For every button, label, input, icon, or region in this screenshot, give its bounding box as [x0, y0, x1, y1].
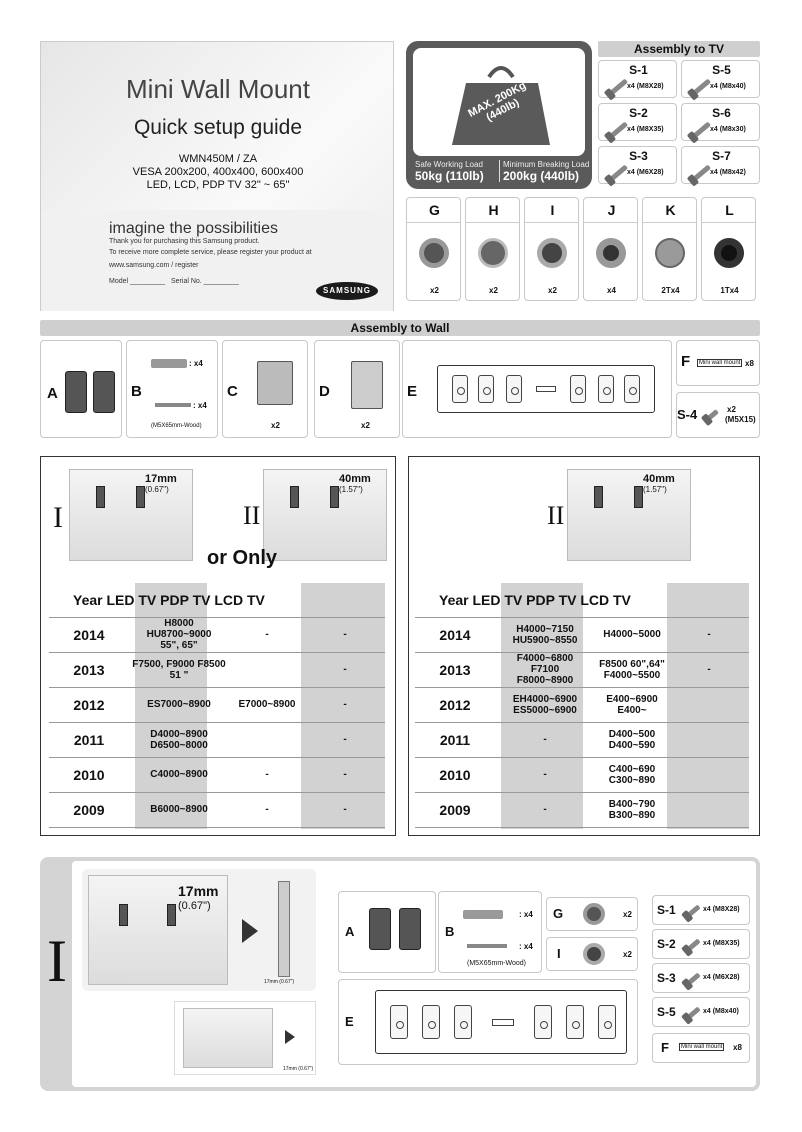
cell-pdp	[229, 722, 305, 757]
setup-e-label: E	[345, 1014, 354, 1029]
screw-id: S-3	[629, 149, 648, 163]
setup-i-spacer-label: I	[557, 946, 561, 961]
table-row	[415, 687, 749, 722]
part-f-card	[676, 340, 760, 386]
anchor-icon	[151, 359, 187, 368]
assembly-wall-header: Assembly to Wall	[40, 320, 760, 336]
screw-card-s-5	[681, 60, 760, 98]
cell-pdp: D400~500 D400~590	[595, 722, 669, 757]
setup-screw-id: S-3	[657, 971, 676, 985]
setup-f-card	[652, 1033, 750, 1063]
wood-screw-icon	[155, 403, 191, 407]
screw-id: S-2	[629, 106, 648, 120]
setup-g-label: G	[553, 906, 564, 921]
spacer-qty: x2	[548, 286, 557, 295]
table-header: Year LED TV PDP TV LCD TV	[49, 583, 385, 617]
spacer-card-j	[583, 197, 638, 301]
part-s4-size: (M5X15)	[725, 415, 756, 424]
part-f-sticker: Mini wall mount	[699, 360, 741, 366]
setup-screw-id: S-1	[657, 903, 676, 917]
setup-screw-qty: x4 (M6X28)	[703, 974, 740, 981]
spacer-qty: 2Tx4	[661, 286, 680, 295]
or-only: or Only	[207, 547, 278, 569]
depth-17mm: 17mm	[145, 473, 177, 485]
assembly-tv-header: Assembly to TV	[598, 41, 760, 57]
cell-led: -	[495, 792, 595, 827]
compat-right-panel	[408, 456, 760, 836]
screw-card-s-1	[598, 60, 677, 98]
setup-a-label: A	[345, 924, 355, 939]
setup-i-roman: I	[47, 928, 67, 994]
depth-40mm: 40mm	[339, 473, 371, 485]
setup-b-label: B	[445, 924, 455, 939]
type-i-label: I	[53, 501, 63, 534]
table-row	[49, 792, 385, 827]
part-s4-card	[676, 392, 760, 438]
part-a-bracket-left	[65, 371, 87, 413]
screw-card-s-2	[598, 103, 677, 141]
cell-pdp: H4000~5000	[595, 617, 669, 652]
part-e-label: E	[407, 383, 418, 400]
compat-table-right	[415, 583, 749, 828]
cell-pdp: B400~790 B300~890	[595, 792, 669, 827]
cell-pdp: E7000~8900	[229, 687, 305, 722]
spacer-card-h	[465, 197, 520, 301]
screw-id: S-5	[712, 63, 731, 77]
compat-left-panel	[40, 456, 396, 836]
safe-load-label: Safe Working Load	[415, 160, 483, 169]
setup-b-qty2: : x4	[519, 942, 533, 951]
screw-icon	[691, 79, 711, 97]
samsung-logo	[316, 282, 378, 300]
setup-b-card	[438, 891, 542, 973]
spacer-id: I	[550, 202, 555, 218]
part-c-card	[222, 340, 308, 438]
setup-screw-id: S-2	[657, 937, 676, 951]
setup-g-qty: x2	[623, 910, 632, 919]
spacer-qty: x2	[430, 286, 439, 295]
part-d-bracket	[351, 361, 383, 409]
screw-qty: x4 (M8x30)	[710, 126, 746, 133]
cell-pdp: -	[229, 617, 305, 652]
part-f-qty: x8	[745, 359, 754, 368]
cell-pdp: F8500 60",64" F4000~5500	[595, 652, 669, 687]
setup-i-detail	[174, 1001, 316, 1075]
setup-screw-card-s-5	[652, 997, 750, 1027]
setup-screw-qty: x4 (M8X28)	[703, 906, 740, 913]
cover-panel	[40, 41, 394, 311]
load-panel	[406, 41, 592, 189]
cell-lcd: -	[305, 687, 385, 722]
cell-lcd: -	[305, 652, 385, 687]
cell-pdp: E400~6900 E400~	[595, 687, 669, 722]
cover-website: www.samsung.com / register	[109, 262, 199, 269]
part-s4-qty: x2	[727, 405, 736, 414]
spacer-icon	[714, 238, 744, 268]
screw-id: S-7	[712, 149, 731, 163]
screw-card-s-3	[598, 146, 677, 184]
screw-icon	[685, 938, 700, 952]
screw-icon	[608, 122, 628, 140]
part-a-bracket-right	[93, 371, 115, 413]
setup-screw-card-s-3	[652, 963, 750, 993]
cell-pdp: -	[229, 757, 305, 792]
brand-text: SAMSUNG	[323, 286, 371, 295]
screw-icon	[691, 165, 711, 183]
cell-led: B6000~8900	[129, 792, 229, 827]
cover-tv-line: LED, LCD, PDP TV 32" ~ 65"	[146, 179, 290, 191]
setup-f-label: F	[661, 1040, 669, 1055]
cell-lcd: -	[305, 617, 385, 652]
cell-led: C4000~8900	[129, 757, 229, 792]
weight-handle	[489, 68, 513, 77]
side-view	[278, 881, 290, 977]
screw-qty: x4 (M8X28)	[627, 83, 664, 90]
screw-icon	[685, 1006, 700, 1020]
cell-lcd: -	[305, 757, 385, 792]
table-row	[415, 617, 749, 652]
setup-screw-id: S-5	[657, 1005, 676, 1019]
setup-i-spacer-card	[546, 937, 638, 971]
cell-year: 2013	[49, 652, 129, 687]
screw-icon	[685, 904, 700, 918]
table-row	[49, 687, 385, 722]
setup-f-qty: x8	[733, 1043, 742, 1052]
cell-year: 2014	[49, 617, 129, 652]
screw-icon	[691, 122, 711, 140]
cell-led: EH4000~6900 ES5000~6900	[495, 687, 595, 722]
cover-thanks: Thank you for purchasing this Samsung product.	[109, 238, 260, 245]
arrow-icon	[242, 919, 258, 943]
setup-a-card	[338, 891, 436, 973]
part-a-label: A	[47, 385, 58, 402]
setup-i-spacer-qty: x2	[623, 950, 632, 959]
setup-i-depth-small-2: 17mm (0.67")	[283, 1066, 314, 1072]
depth-40mm-in-right: (1.57")	[643, 485, 667, 494]
table-row	[49, 722, 385, 757]
spacer-qty: x2	[489, 286, 498, 295]
screw-card-s-7	[681, 146, 760, 184]
setup-i-depth-in: (0.67")	[178, 900, 211, 912]
spacer-icon	[419, 238, 449, 268]
safe-load-value: 50kg (110lb)	[415, 169, 484, 183]
cell-lcd	[669, 687, 749, 722]
depth-40mm-in: (1.57")	[339, 485, 363, 494]
spacer-id: L	[725, 202, 734, 218]
spacer-icon	[478, 238, 508, 268]
spacer-card-l	[701, 197, 756, 301]
spacer-id: G	[429, 202, 440, 218]
part-d-label: D	[319, 383, 330, 400]
setup-screw-card-s-1	[652, 895, 750, 925]
part-c-plate	[257, 361, 293, 405]
setup-g-card	[546, 897, 638, 931]
cell-led: -	[495, 757, 595, 792]
table-header-right: Year LED TV PDP TV LCD TV	[415, 583, 749, 617]
cell-year: 2011	[49, 722, 129, 757]
setup-screw-qty: x4 (M8X35)	[703, 940, 740, 947]
spacer-card-k	[642, 197, 697, 301]
spacer-qty: 1Tx4	[720, 286, 739, 295]
setup-i-diagram	[82, 869, 316, 991]
screw-qty: x4 (M8x42)	[710, 169, 746, 176]
part-f-label: F	[681, 353, 691, 370]
type-ii-label: II	[243, 501, 261, 530]
cell-lcd: -	[305, 792, 385, 827]
part-b-anchor-qty: : x4	[189, 359, 203, 368]
table-row	[49, 652, 385, 687]
depth-40mm-right: 40mm	[643, 473, 675, 485]
cell-lcd	[669, 792, 749, 827]
setup-f-sticker: Mini wall mount	[681, 1044, 723, 1050]
setup-b-note: (M5X65mm-Wood)	[467, 960, 526, 967]
cell-led: H8000 HU8700~9000 55", 65"	[129, 617, 229, 652]
cell-lcd	[669, 757, 749, 792]
cell-lcd: -	[669, 652, 749, 687]
table-row	[415, 652, 749, 687]
cover-serial-label: Serial No. _________	[171, 278, 239, 285]
part-b-label: B	[131, 383, 142, 400]
cell-pdp: C400~690 C300~890	[595, 757, 669, 792]
cover-subtitle: Quick setup guide	[133, 116, 303, 139]
screw-icon	[608, 165, 628, 183]
part-s4-label: S-4	[677, 407, 698, 422]
part-c-label: C	[227, 383, 238, 400]
type-ii-label-right: II	[547, 501, 565, 530]
part-s4-screw-icon	[705, 409, 719, 422]
compat-table-left	[49, 583, 385, 828]
screw-qty: x4 (M6X28)	[627, 169, 664, 176]
spacer-icon	[537, 238, 567, 268]
screw-card-s-6	[681, 103, 760, 141]
table-row	[49, 757, 385, 792]
spacer-qty: x4	[607, 286, 616, 295]
screw-icon	[608, 79, 628, 97]
table-row	[415, 757, 749, 792]
cell-year: 2012	[415, 687, 495, 722]
cover-model-label: Model _________	[109, 278, 166, 285]
weight-text: MAX. 200Kg (440lb)	[466, 79, 529, 124]
table-row	[49, 617, 385, 652]
cover-register: To receive more complete service, please register your product at	[109, 249, 312, 256]
cell-year: 2012	[49, 687, 129, 722]
cover-vesa-line: VESA 200x200, 400x400, 600x400	[132, 166, 304, 178]
spacer-icon	[596, 238, 626, 268]
table-row	[415, 722, 749, 757]
cell-year: 2009	[415, 792, 495, 827]
setup-screw-card-s-2	[652, 929, 750, 959]
setup-e-template	[375, 990, 627, 1054]
screw-id: S-1	[629, 63, 648, 77]
cell-led: -	[495, 722, 595, 757]
setup-e-card	[338, 979, 638, 1065]
part-c-qty: x2	[271, 421, 280, 430]
setup-screw-qty: x4 (M8x40)	[703, 1008, 739, 1015]
setup-i-depth-small: 17mm (0.67")	[264, 979, 295, 985]
cell-year: 2010	[49, 757, 129, 792]
cell-year: 2014	[415, 617, 495, 652]
part-d-card	[314, 340, 400, 438]
spacer-id: J	[607, 202, 616, 218]
depth-17mm-in: (0.67")	[145, 485, 169, 494]
spacer-card-g	[406, 197, 461, 301]
wall-template	[437, 365, 655, 413]
screw-id: S-6	[712, 106, 731, 120]
part-a-card	[40, 340, 122, 438]
min-break-value: 200kg (440lb)	[503, 169, 580, 183]
cell-year: 2011	[415, 722, 495, 757]
part-d-qty: x2	[361, 421, 370, 430]
cell-led: D4000~8900 D6500~8000	[129, 722, 229, 757]
cover-title: Mini Wall Mount	[126, 74, 310, 104]
cover-model-line: WMN450M / ZA	[178, 153, 258, 165]
setup-i-panel	[40, 857, 760, 1091]
table-row	[415, 792, 749, 827]
spacer-id: K	[665, 202, 676, 218]
part-b-card	[126, 340, 218, 438]
spacer-card-i	[524, 197, 579, 301]
cell-pdp	[229, 652, 305, 687]
cell-led: H4000~7150 HU5900~8550	[495, 617, 595, 652]
spacer-icon	[655, 238, 685, 268]
setup-i-depth: 17mm	[178, 883, 219, 899]
screw-qty: x4 (M8X35)	[627, 126, 664, 133]
cell-led: F4000~6800 F7100 F8000~8900	[495, 652, 595, 687]
setup-b-qty1: : x4	[519, 910, 533, 919]
cell-year: 2009	[49, 792, 129, 827]
min-break-label: Minimum Breaking Load	[503, 160, 590, 169]
part-e-card	[402, 340, 672, 438]
spacer-id: H	[488, 202, 499, 218]
cell-year: 2010	[415, 757, 495, 792]
cell-lcd: -	[305, 722, 385, 757]
part-b-note: (M5X65mm-Wood)	[151, 423, 202, 429]
cell-lcd	[669, 722, 749, 757]
part-b-screw-qty: : x4	[193, 401, 207, 410]
cell-led: F7500, F9000 F8500 51 "	[129, 652, 229, 687]
cover-tagline: imagine the possibilities	[109, 220, 278, 237]
screw-qty: x4 (M8x40)	[710, 83, 746, 90]
cell-year: 2013	[415, 652, 495, 687]
cell-pdp: -	[229, 792, 305, 827]
cell-led: ES7000~8900	[129, 687, 229, 722]
cell-lcd: -	[669, 617, 749, 652]
screw-icon	[685, 972, 700, 986]
